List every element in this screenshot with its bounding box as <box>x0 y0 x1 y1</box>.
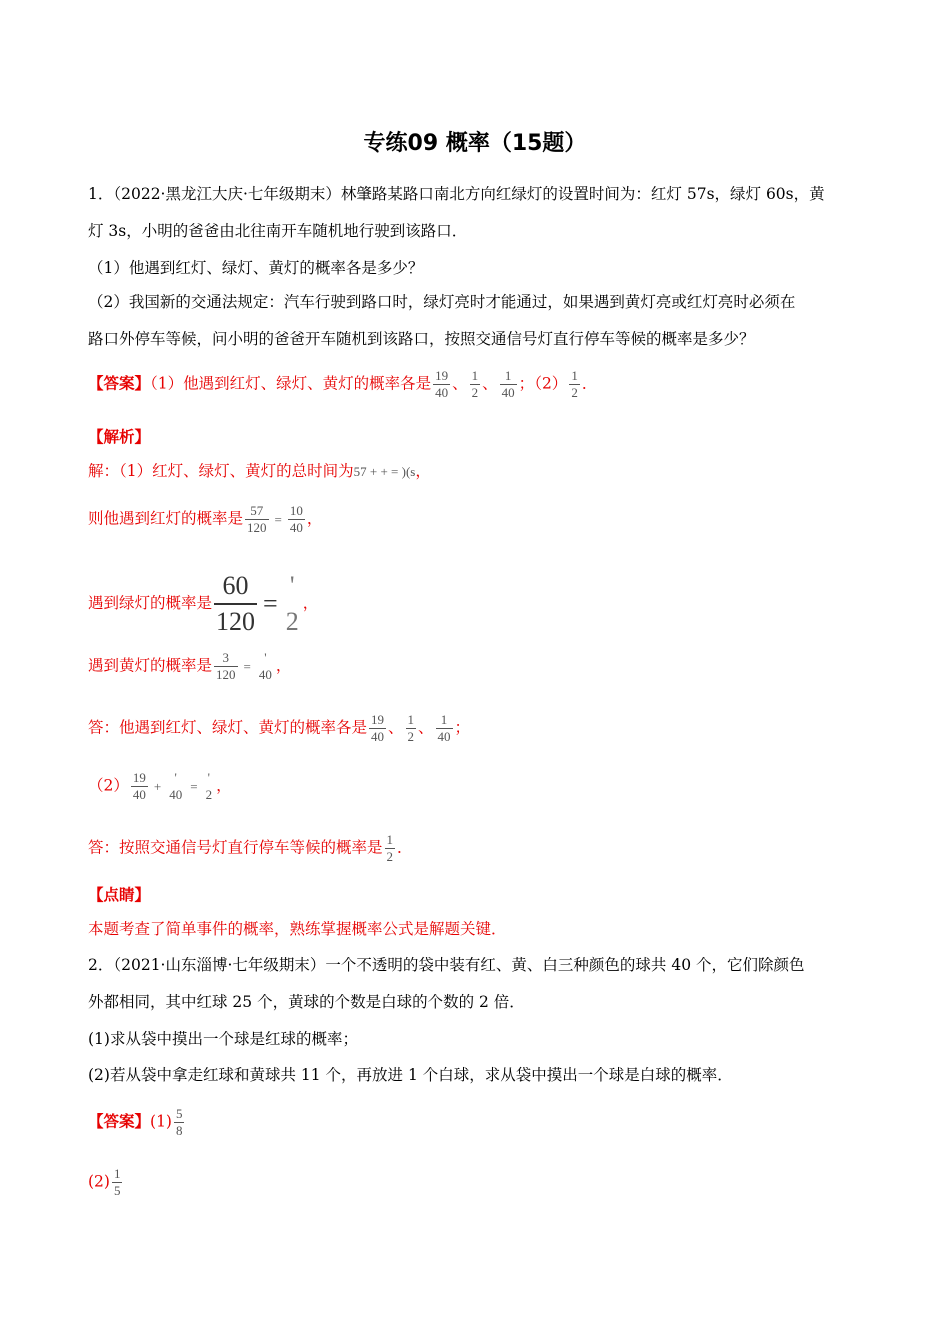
fraction-19-40-d: $\frac{19}{40}$ <box>132 770 146 802</box>
solution-line-6: （2） $\frac{19}{40}$ + ' 40 = ' 2 ， <box>88 770 232 802</box>
q2-part2: (2)若从袋中拿走红球和黄球共 11 个，再放进 1 个白球，求从袋中摸出一个球是白球的概率． <box>88 1066 733 1084</box>
fraction-3-120: $\frac{3}{120}$ <box>216 650 236 682</box>
q1-part2-line-2: 路口外停车等候，问小明的爸爸开车随机到该路口，按照交通信号灯直行停车等候的概率是多少？ <box>88 330 755 348</box>
fraction-60-120: $\frac{60}{120}$ <box>214 569 257 639</box>
solution-line-5: 答：他遇到红灯、绿灯、黄灯的概率各是 $\frac{19}{40}$ 、 $\frac{1}{2}$ 、 $\frac{1}{40}$ ； <box>88 712 471 744</box>
q1-part2-line-1: （2）我国新的交通法规定：汽车行驶到路口时，绿灯亮时才能通过，如果遇到黄灯亮或红灯亮时必须在 <box>88 293 796 311</box>
fraction-19-40-partial: $\frac{10}{40}$ <box>289 503 303 535</box>
solution-line-3: 遇到绿灯的概率是 $\frac{60}{120}$ = ' 2 ， <box>88 569 318 639</box>
solution-line-1: 解：（1）红灯、绿灯、黄灯的总时间为57 + + = )(s， <box>88 460 431 483</box>
fraction-1-2: $\frac{1}{2}$ <box>471 368 479 400</box>
q2-stem-line-2: 外都相同，其中红球 25 个，黄球的个数是白球的个数的 2 倍． <box>88 993 525 1011</box>
q2-answer-1: 【答案】(1) $\frac{5}{8}$ <box>88 1106 183 1138</box>
fraction-1-40-c: $\frac{1}{40}$ <box>437 712 451 744</box>
solution-line-4: 遇到黄灯的概率是 $\frac{3}{120}$ = ' 40 ， <box>88 650 292 682</box>
q2-stem-line-1: 2．（2021·山东淄博·七年级期末）一个不透明的袋中装有红、黄、白三种颜色的球共 40 个，它们除颜色 <box>88 956 805 974</box>
q1-part1: （1）他遇到红灯、绿灯、黄灯的概率各是多少？ <box>88 259 424 277</box>
fraction-57-120: $\frac{57}{120}$ <box>247 503 267 535</box>
fraction-1-5: $\frac{1}{5}$ <box>113 1166 121 1198</box>
solution-line-2: 则他遇到红灯的概率是 $\frac{57}{120}$ = $\frac{10}{40}$ ， <box>88 503 323 535</box>
answer-text: （1）他遇到红灯、绿灯、黄灯的概率各是 <box>150 374 432 393</box>
page-title: 专练09 概率（15题） <box>363 131 587 156</box>
solution-line-7: 答：按照交通信号灯直行停车等候的概率是 $\frac{1}{2}$ ． <box>88 832 413 864</box>
fraction-1-40-partial: ' 40 <box>258 650 272 682</box>
q1-answer: 【答案】（1）他遇到红灯、绿灯、黄灯的概率各是 $\frac{19}{40}$ 、 $\frac{1}{2}$ 、 $\frac{1}{40}$ ；（2） $\frac{1}{2}$ ． <box>88 368 598 400</box>
fraction-1-40: $\frac{1}{40}$ <box>501 368 515 400</box>
q2-answer-2: (2) $\frac{1}{5}$ <box>88 1166 121 1198</box>
fraction-1-2-b: $\frac{1}{2}$ <box>571 368 578 400</box>
analysis-label: 【解析】 <box>88 427 151 446</box>
sum-equation: 57 + + = )(s <box>353 464 416 479</box>
fraction-1-2-d: ' 2 <box>205 770 213 802</box>
comment-label: 【点睛】 <box>88 885 151 904</box>
fraction-19-40-c: $\frac{19}{40}$ <box>371 712 385 744</box>
fraction-1-2-large: ' 2 <box>285 571 299 636</box>
fraction-5-8: $\frac{5}{8}$ <box>175 1106 183 1138</box>
q2-part1: (1)求从袋中摸出一个球是红球的概率； <box>88 1030 358 1048</box>
fraction-1-2-e: $\frac{1}{2}$ <box>386 832 394 864</box>
q1-stem-line-2: 灯 3s，小明的爸爸由北往南开车随机地行驶到该路口． <box>88 222 468 240</box>
fraction-1-40-d: ' 40 <box>169 770 183 802</box>
fraction-1-2-c: $\frac{1}{2}$ <box>407 712 415 744</box>
fraction-19-40: $\frac{19}{40}$ <box>435 368 449 400</box>
q1-stem-line-1: 1．（2022·黑龙江大庆·七年级期末）林肇路某路口南北方向红绿灯的设置时间为：红灯 57s，绿灯 60s，黄 <box>88 185 825 203</box>
comment-text: 本题考查了简单事件的概率，熟练掌握概率公式是解题关键． <box>88 920 507 938</box>
answer-label: 【答案】 <box>88 373 151 393</box>
